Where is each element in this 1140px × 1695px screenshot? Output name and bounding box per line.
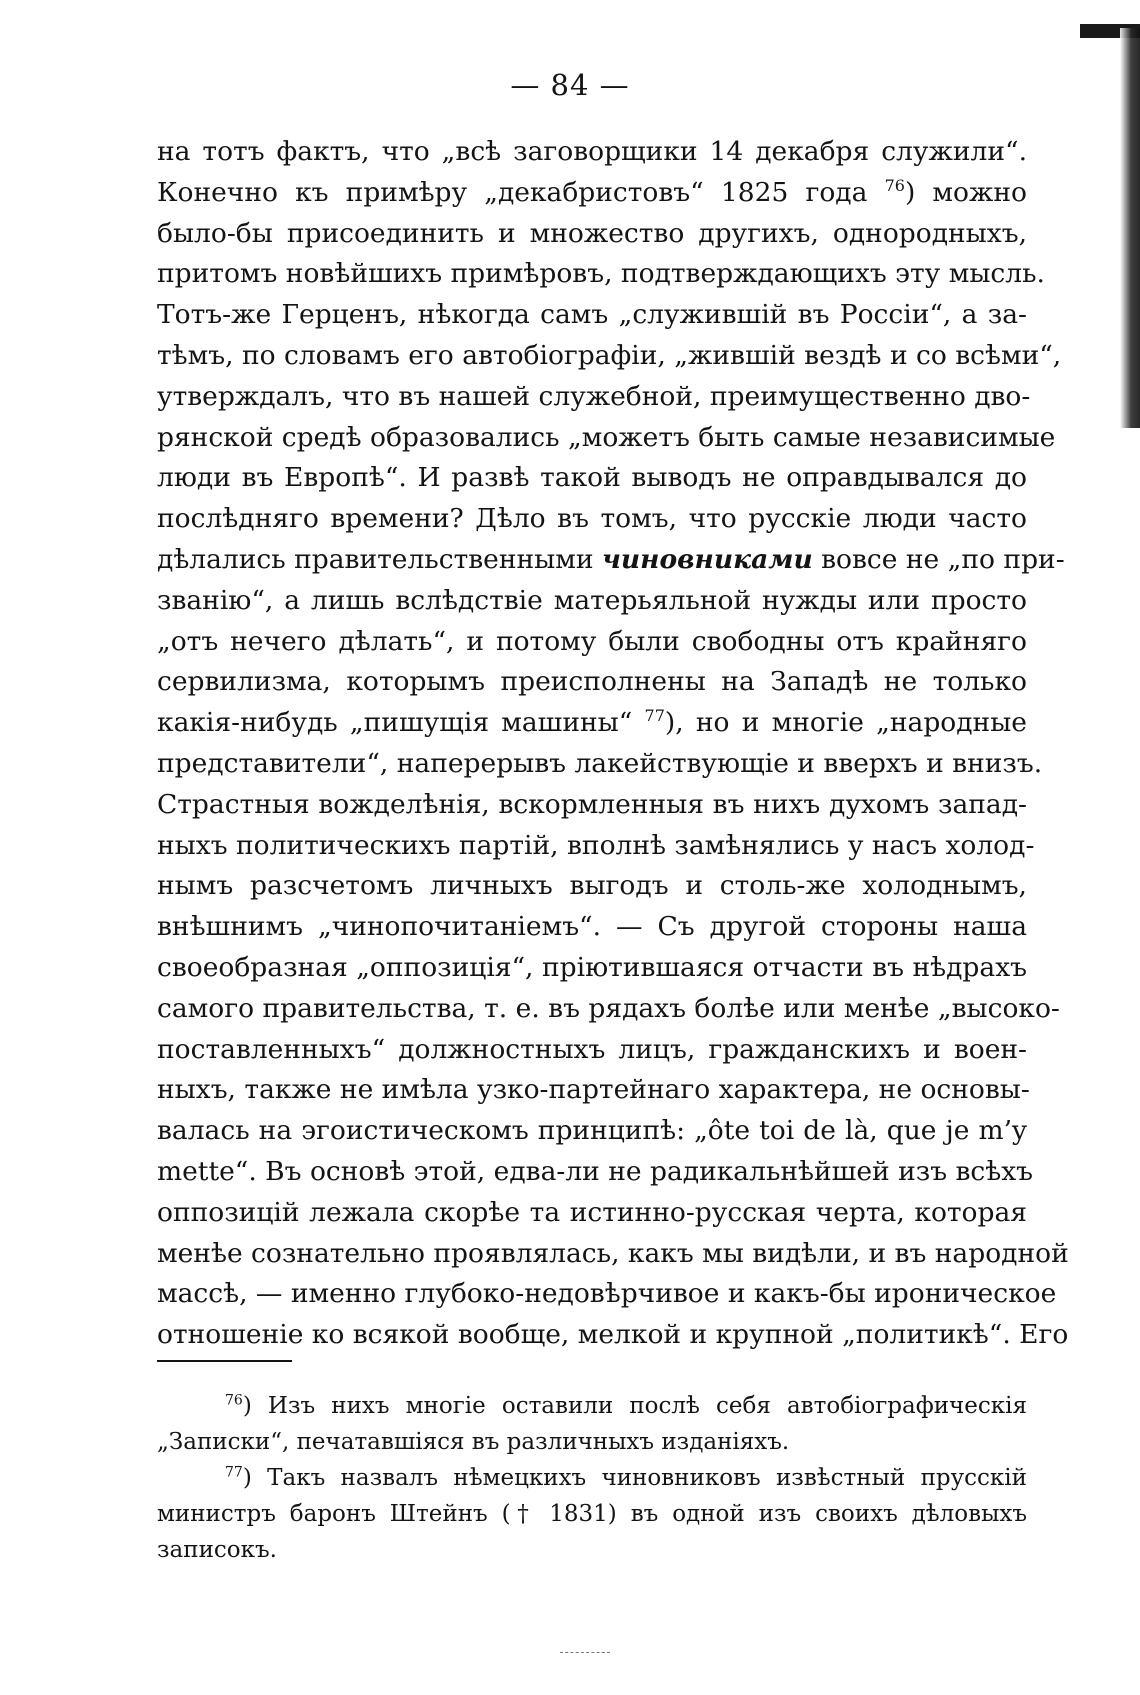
text-line: самого правительства, т. е. въ рядахъ болѣе или менѣе „высоко-	[157, 992, 1060, 1024]
footnote-text-line: „Записки“, печатавшіяся въ различныхъ изданіяхъ.	[157, 1429, 790, 1455]
text-line: отношеніе ко всякой вообще, мелкой и крупной „политикѣ“. Его	[157, 1319, 1069, 1351]
footnote-text: ) Такъ назвалъ нѣмецкихъ чиновниковъ извѣстный прусскій	[242, 1465, 1027, 1491]
text-line: нымъ разсчетомъ личныхъ выгодъ и столь-же холоднымъ,	[157, 870, 1027, 902]
bottom-scan-mark	[560, 1652, 610, 1653]
text-line: люди въ Европѣ“. И развѣ такой выводъ не оправдывался до	[157, 462, 1027, 494]
text-line: Тотъ-же Герценъ, нѣкогда самъ „служившій въ Россіи“, а за-	[157, 299, 1027, 331]
text-line: ныхъ, также не имѣла узко-партейнаго характера, не основы-	[157, 1074, 1030, 1106]
text-line: массѣ, — именно глубоко-недовѣрчивое и какъ-бы ироническое	[157, 1278, 1057, 1310]
text-line: притомъ новѣйшихъ примѣровъ, подтверждающихъ эту мысль.	[157, 258, 1045, 290]
emphasized-word: чиновниками	[601, 543, 813, 575]
text-line: внѣшнимъ „чинопочитаніемъ“. — Съ другой стороны наша	[157, 911, 1027, 943]
text-line	[157, 540, 1065, 581]
text-line: тѣмъ, по словамъ его автобіографіи, „жившій вездѣ и со всѣми“,	[157, 339, 1062, 371]
footnotes	[157, 1388, 1027, 1568]
footnote-mark: 77	[225, 1464, 243, 1481]
text-fragment: ), но и многіе „народные	[664, 707, 1027, 739]
footnote-77	[157, 1460, 1027, 1496]
text-line: рянской средѣ образовались „можетъ быть самые независимые	[157, 421, 1056, 453]
footnote-76	[157, 1388, 1027, 1424]
text-line: было-бы присоединить и множество другихъ, однородныхъ,	[157, 217, 1027, 249]
text-line: Страстныя вожделѣнія, вскормленныя въ нихъ духомъ запад-	[157, 788, 1027, 820]
text-line: оппозицій лежала скорѣе та истинно-русская черта, которая	[157, 1196, 1027, 1228]
text-line: ныхъ политическихъ партій, вполнѣ замѣнялись у насъ холод-	[157, 829, 1035, 861]
text-fragment: ) можно	[904, 176, 1027, 208]
footnote-text: ) Изъ нихъ многіе оставили послѣ себя автобіографическія	[242, 1393, 1027, 1419]
text-fragment: дѣлались правительственными	[157, 543, 602, 575]
text-fragment: вовсе не „по при-	[812, 543, 1065, 575]
text-line	[157, 703, 1027, 744]
main-text	[157, 132, 1069, 1356]
text-line: поставленныхъ“ должностныхъ лицъ, гражданскихъ и воен-	[157, 1033, 1027, 1065]
text-line: менѣе сознательно проявлялась, какъ мы видѣли, и въ народной	[157, 1237, 1069, 1269]
text-fragment: Конечно къ примѣру „декабристовъ“ 1825 года	[157, 176, 885, 208]
footnote-text-line: записокъ.	[157, 1537, 277, 1563]
footnote-ref: 77	[644, 706, 665, 726]
page-number: — 84 —	[510, 68, 630, 102]
text-line: валась на эгоистическомъ принципѣ: „ôte toi de là, que je m’y	[157, 1115, 1027, 1147]
text-line: на тотъ фактъ, что „всѣ заговорщики 14 декабря служили“.	[157, 136, 1027, 167]
footnote-ref: 76	[884, 175, 905, 195]
text-line: званію“, а лишь вслѣдствіе матерьяльной нужды или просто	[157, 584, 1027, 616]
text-fragment: какія-нибудь „пишущія машины“	[157, 707, 645, 739]
text-line: утверждалъ, что въ нашей служебной, преимущественно дво-	[157, 380, 1031, 412]
text-line: сервилизма, которымъ преисполнены на Западѣ не только	[157, 666, 1027, 698]
footnote-divider	[157, 1360, 292, 1362]
text-line: своеобразная „оппозиція“, пріютившаяся отчасти въ нѣдрахъ	[157, 951, 1027, 983]
text-line: послѣдняго времени? Дѣло въ томъ, что русскіе люди часто	[157, 503, 1027, 535]
text-line: представители“, наперерывъ лакействующіе и вверхъ и внизъ.	[157, 747, 1043, 779]
text-line: mette“. Въ основѣ этой, едва-ли не радикальнѣйшей изъ всѣхъ	[157, 1155, 1034, 1187]
text-line: „отъ нечего дѣлать“, и потому были свободны отъ крайняго	[157, 625, 1027, 657]
footnote-mark: 76	[225, 1392, 243, 1409]
footnote-text-line: министръ баронъ Штейнъ († 1831) въ одной изъ своихъ дѣловыхъ	[157, 1501, 1027, 1527]
text-line	[157, 173, 1027, 214]
